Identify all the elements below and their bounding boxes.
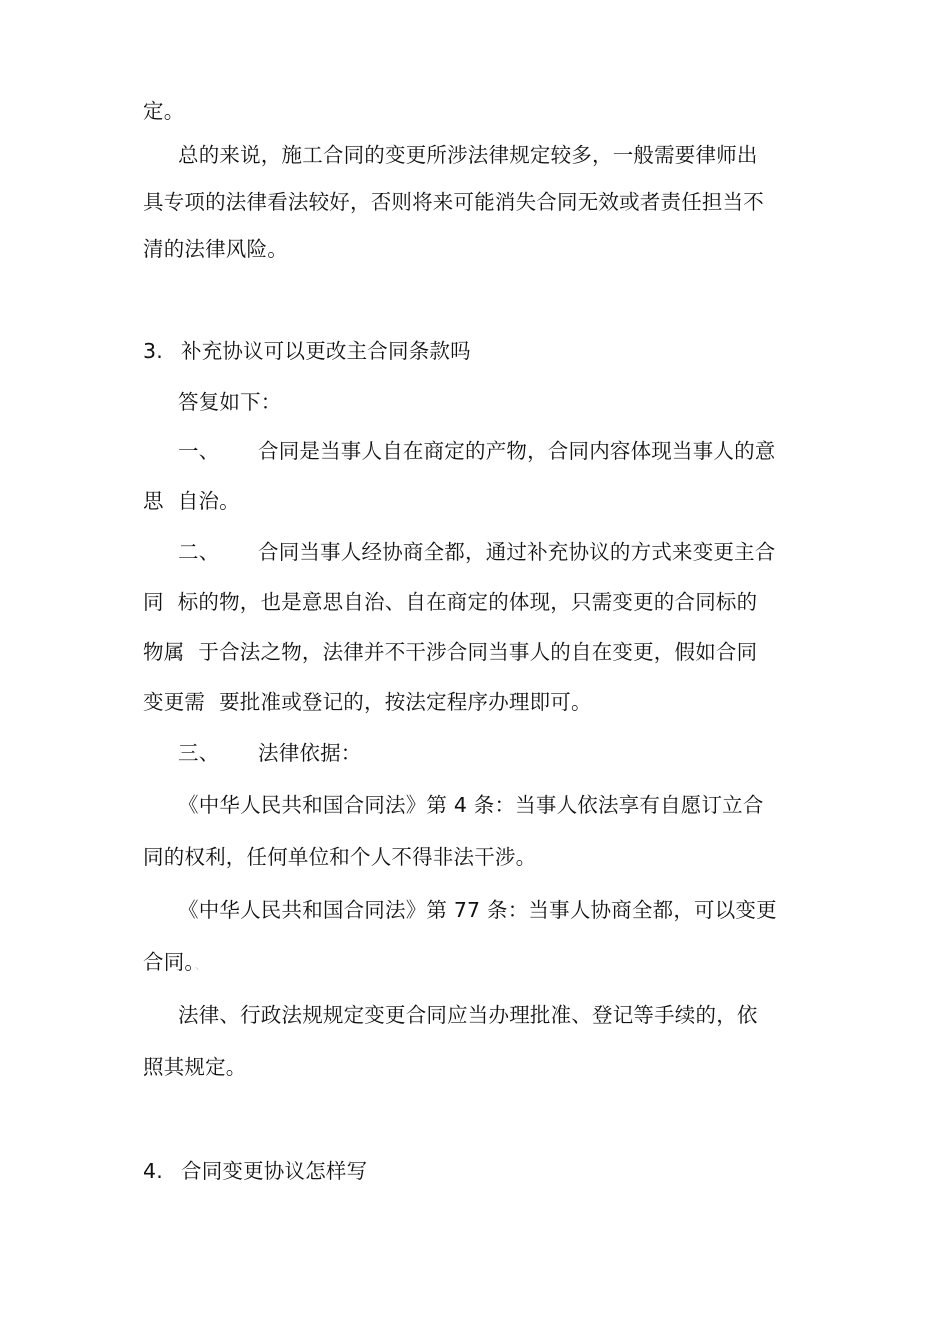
- text-fragment: 思: [143, 489, 164, 513]
- paragraph-line: [143, 637, 823, 667]
- list-item-label: 三、: [178, 741, 220, 765]
- list-item-2: [178, 537, 858, 567]
- paragraph-line: 答复如下：: [178, 390, 282, 414]
- paragraph-line: 具专项的法律看法较好，否则将来可能消失合同无效或者责任担当不: [143, 190, 764, 214]
- paragraph-line: 总的来说，施工合同的变更所涉法律规定较多，一般需要律师出: [178, 143, 758, 167]
- text-fragment: 于合法之物，法律并不干涉合同当事人的自在变更，假如合同: [198, 640, 758, 664]
- paragraph-line: [143, 687, 823, 717]
- paragraph-line: [143, 587, 823, 617]
- list-item-label: 一、: [178, 439, 220, 463]
- paragraph-line: 定。: [143, 99, 185, 123]
- paragraph-line: 法律、行政法规规定变更合同应当办理批准、登记等手续的，依: [178, 1003, 758, 1027]
- text-fragment: 合同。: [143, 950, 195, 974]
- text-fragment: 要批准或登记的，按法定程序办理即可。: [219, 690, 592, 714]
- heading-number: 3.: [143, 339, 163, 363]
- text-fragment: 自治。: [177, 489, 240, 513]
- paragraph-line: 清的法律风险。: [143, 237, 288, 261]
- list-item-text: 合同是当事人自在商定的产物，合同内容体现当事人的意: [258, 439, 776, 463]
- heading-text: 补充协议可以更改主合同条款吗: [181, 339, 471, 363]
- paragraph-line: [143, 486, 823, 516]
- list-item-3: [178, 738, 858, 768]
- paragraph-line: 照其规定。: [143, 1055, 247, 1079]
- paragraph-line: 《中华人民共和国合同法》第 77 条：当事人协商全都，可以变更: [178, 898, 777, 922]
- heading-number: 4.: [143, 1159, 163, 1183]
- paragraph-line: 同的权利，任何单位和个人不得非法干涉。: [143, 845, 537, 869]
- text-fragment: 变更需: [143, 690, 206, 714]
- text-fragment: 标的物，也是意思自治、自在商定的体现，只需变更的合同标的: [177, 590, 758, 614]
- text-fragment: 物属: [143, 640, 185, 664]
- heading-text: 合同变更协议怎样写: [181, 1159, 368, 1183]
- list-item-text: 合同当事人经协商全都，通过补充协议的方式来变更主合: [258, 540, 776, 564]
- paragraph-line: 《中华人民共和国合同法》第 4 条：当事人依法享有自愿订立合: [178, 793, 764, 817]
- list-item-label: 二、: [178, 540, 220, 564]
- paragraph-line: [143, 947, 823, 980]
- text-fragment: 同: [143, 590, 164, 614]
- list-item-1: [178, 436, 858, 466]
- list-item-text: 法律依据：: [258, 741, 362, 765]
- section-heading-4: [143, 1156, 823, 1186]
- section-heading-3: [143, 336, 823, 366]
- stray-mark: 、: [194, 958, 208, 972]
